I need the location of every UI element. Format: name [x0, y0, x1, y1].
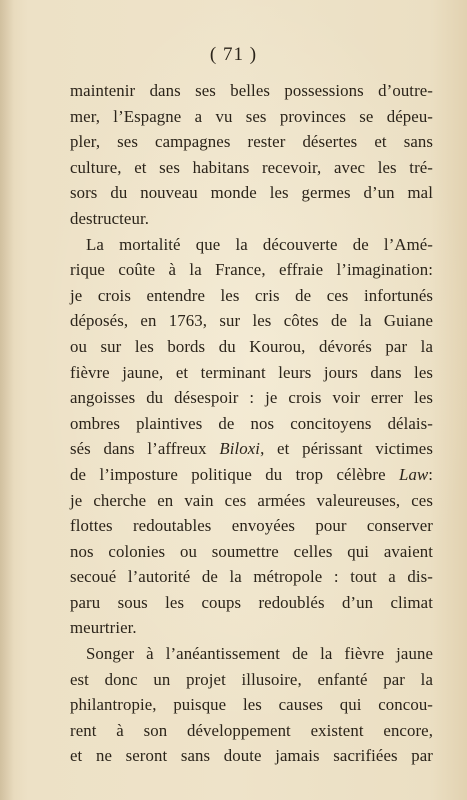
text-line: de l’imposture politique du trop célèbre Law:: [70, 464, 433, 484]
text-line: fièvre jaune, et terminant leurs jours dans les: [70, 362, 433, 382]
text-line: La mortalité que la découverte de l’Amé-: [86, 234, 433, 254]
italic-name: Law: [399, 464, 429, 484]
text-line: est donc un projet illusoire, enfanté par la: [70, 669, 433, 689]
text-line: angoisses du désespoir : je crois voir errer les: [70, 388, 433, 408]
text-line: nos colonies ou soumettre celles qui avaient: [70, 541, 433, 561]
text-line: je cherche en vain ces armées valeureuses, ces: [70, 490, 433, 510]
text-line: déposés, en 1763, sur les côtes de la Guiane: [70, 311, 433, 331]
text-line: flottes redoutables envoyées pour conserver: [70, 516, 433, 536]
text-line: maintenir dans ses belles possessions d’outre-: [70, 81, 433, 100]
text-line: je crois entendre les cris de ces infortunés: [70, 285, 433, 305]
text-line: Songer à l’anéantissement de la fièvre jaune: [86, 644, 433, 664]
text-line: destructeur.: [70, 208, 150, 228]
text-line: sors du nouveau monde les germes d’un mal: [70, 183, 433, 203]
text-line: philantropie, puisque les causes qui concou-: [70, 695, 433, 715]
text-line: ou sur les bords du Kourou, dévorés par la: [70, 336, 433, 356]
page-gutter-shadow: [0, 0, 14, 800]
text-line: culture, et ses habitans recevoir, avec les tré-: [70, 157, 433, 177]
text-line: paru sous les coups redoublés d’un climat: [70, 592, 433, 612]
text-line: meurtrier.: [70, 618, 137, 638]
page-number: ( 71 ): [209, 44, 258, 65]
text-line: et ne seront sans doute jamais sacrifiées par: [70, 746, 433, 766]
italic-name: Biloxi: [219, 439, 261, 459]
text-line: mer, l’Espagne a vu ses provinces se dépeu-: [70, 106, 433, 126]
text-line: secoué l’autorité de la métropole : tout a dis-: [70, 567, 433, 587]
body-text: [70, 78, 433, 769]
text-line: sés dans l’affreux Biloxi, et périssant victimes: [70, 439, 433, 459]
text-line: rent à son développement existent encore,: [70, 720, 433, 740]
text-line: ombres plaintives de nos concitoyens délais-: [70, 413, 433, 433]
text-line: pler, ses campagnes rester désertes et sans: [70, 132, 433, 152]
text-line: rique coûte à la France, effraie l’imagination:: [70, 260, 433, 280]
